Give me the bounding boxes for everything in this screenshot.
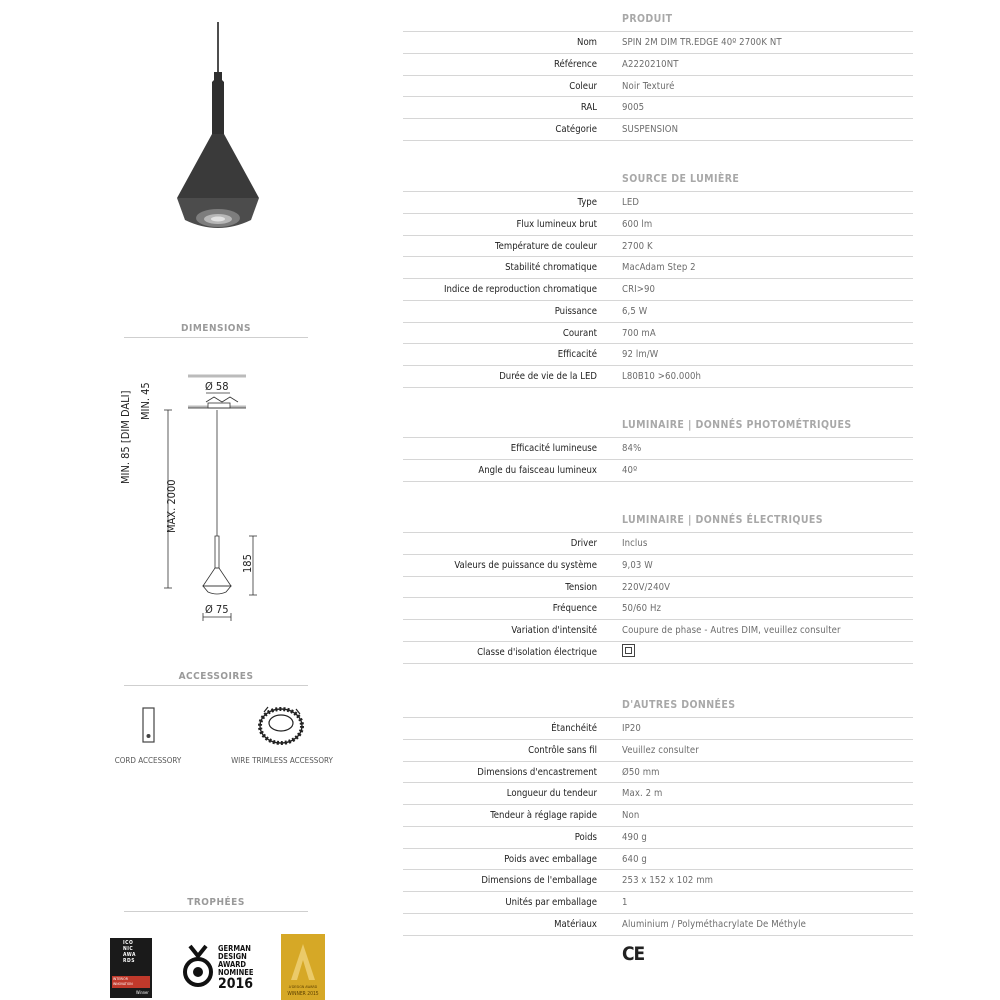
spec-value: Aluminium / Polyméthacrylate De Méthyle — [622, 918, 807, 930]
spec-label: Puissance — [554, 305, 597, 317]
spec-value: Non — [622, 810, 640, 821]
spec-label: Coleur — [569, 80, 597, 92]
german-design-award-icon — [181, 944, 215, 992]
spec-row — [403, 739, 913, 762]
spec-value: 700 mA — [622, 327, 656, 339]
spec-value: Veuillez consulter — [622, 744, 699, 756]
spec-value: Ø50 mm — [622, 766, 660, 778]
spec-row — [403, 96, 913, 119]
spec-value — [622, 642, 635, 663]
section-bottom-rule — [403, 663, 913, 664]
dimensions-rule — [124, 337, 308, 338]
spec-row — [403, 322, 913, 345]
dimension-drawing — [110, 360, 270, 625]
spec-value: 40º — [622, 464, 638, 476]
spec-value: 92 lm/W — [622, 349, 659, 361]
section-title: LUMINAIRE | DONNÉS PHOTOMÉTRIQUES — [622, 419, 852, 431]
spec-row — [403, 782, 913, 805]
product-image — [175, 22, 265, 237]
spec-row — [403, 365, 913, 388]
spec-value: MacAdam Step 2 — [622, 262, 696, 274]
spec-row — [403, 554, 913, 577]
trophies-title: TROPHÉES — [187, 897, 245, 908]
spec-row — [403, 761, 913, 784]
dim-min-85-dim-dali: MIN. 85 [DIM DALI] — [119, 390, 132, 484]
dim-height-185: 185 — [241, 554, 254, 573]
iconic-line-1: ICO — [123, 940, 134, 946]
iconic-line-3: AWA — [123, 952, 136, 958]
spec-row — [403, 913, 913, 936]
spec-label: Contrôle sans fil — [528, 744, 597, 756]
spec-label: Stabilité chromatique — [505, 262, 597, 274]
iconic-innovation: INNOVATION — [113, 981, 133, 986]
dim-min-45: MIN. 45 — [139, 382, 152, 420]
spec-label: Dimensions d'encastrement — [477, 766, 597, 778]
spec-row — [403, 191, 913, 214]
spec-label: Dimensions de l'emballage — [481, 875, 597, 887]
spec-value: IP20 — [622, 723, 641, 734]
trophies-rule — [124, 911, 308, 912]
german-design-award-text — [218, 945, 253, 992]
german-year: 2016 — [218, 976, 254, 992]
wire-trimless-accessory-icon[interactable] — [256, 703, 306, 749]
spec-value: L80B10 >60.000h — [622, 371, 702, 382]
wire-trimless-accessory-label: WIRE TRIMLESS ACCESSORY — [231, 756, 333, 765]
spec-row — [403, 848, 913, 871]
spec-label: Efficacité — [557, 349, 597, 361]
spec-label: Tension — [565, 581, 597, 593]
spec-row — [403, 343, 913, 366]
spec-value: 1 — [622, 897, 628, 908]
spec-label: RAL — [580, 102, 597, 114]
spec-row — [403, 826, 913, 849]
spec-row — [403, 300, 913, 323]
spec-value: Noir Texturé — [622, 80, 675, 92]
spec-label: Valeurs de puissance du système — [454, 559, 597, 571]
spec-value: 2700 K — [622, 240, 653, 252]
spec-value: Max. 2 m — [622, 788, 663, 800]
spec-row — [403, 891, 913, 914]
spec-row — [403, 235, 913, 258]
section-bottom-rule — [403, 387, 913, 388]
spec-label: Référence — [554, 58, 597, 70]
german-line-1: GERMAN — [218, 944, 251, 953]
spec-value: 9,03 W — [622, 559, 653, 571]
spec-row — [403, 75, 913, 98]
section-title: PRODUIT — [622, 13, 673, 25]
spec-row — [403, 437, 913, 460]
iconic-line-4: RDS — [123, 958, 135, 964]
german-line-4: NOMINEE — [218, 968, 254, 977]
spec-label: Angle du faisceau lumineux — [478, 464, 597, 476]
spec-label: Longueur du tendeur — [506, 788, 597, 800]
spec-label: Variation d'intensité — [511, 625, 597, 636]
spec-value: 6,5 W — [622, 305, 648, 317]
section-bottom-rule — [403, 481, 913, 482]
spec-row — [403, 619, 913, 642]
section-title: D'AUTRES DONNÉES — [622, 699, 736, 711]
spec-label: Unités par emballage — [505, 897, 597, 908]
section-title: LUMINAIRE | DONNÉS ÉLECTRIQUES — [622, 514, 823, 526]
german-line-2: DESIGN — [218, 952, 247, 961]
section-bottom-rule — [403, 140, 913, 141]
spec-value: A2220210NT — [622, 58, 679, 70]
adesign-a-icon — [289, 942, 317, 982]
spec-label: Courant — [562, 327, 597, 339]
spec-value: 640 g — [622, 853, 647, 865]
adesign-award-logo — [281, 934, 325, 1000]
spec-row — [403, 717, 913, 740]
spec-label: Température de couleur — [495, 240, 597, 252]
spec-value: 50/60 Hz — [622, 603, 662, 615]
spec-row — [403, 459, 913, 482]
german-line-3: AWARD — [218, 960, 247, 969]
class-ii-icon — [622, 644, 635, 657]
spec-label: Durée de vie de la LED — [499, 371, 597, 382]
spec-value: Coupure de phase - Autres DIM, veuillez consulter — [622, 625, 841, 636]
spec-row — [403, 213, 913, 236]
spec-value: SUSPENSION — [622, 124, 679, 135]
section-title: SOURCE DE LUMIÈRE — [622, 173, 740, 185]
spec-label: Matériaux — [554, 918, 597, 930]
spec-label: Classe d'isolation électrique — [477, 646, 597, 658]
dim-max-2000: MAX. 2000 — [165, 479, 178, 533]
spec-label: Nom — [577, 37, 597, 48]
spec-row — [403, 576, 913, 599]
spec-row — [403, 31, 913, 54]
spec-label: Poids — [574, 831, 597, 843]
spec-row — [403, 641, 913, 664]
spec-row — [403, 597, 913, 620]
spec-row — [403, 256, 913, 279]
spec-row — [403, 804, 913, 827]
spec-label: Efficacité lumineuse — [510, 443, 597, 454]
dimensions-title: DIMENSIONS — [181, 323, 251, 334]
spec-label: Driver — [570, 538, 597, 549]
spec-label: Tendeur à réglage rapide — [490, 810, 597, 821]
spec-label: Fréquence — [552, 603, 597, 615]
iconic-line-2: NIC — [123, 946, 134, 952]
dim-diameter-bottom: Ø 75 — [205, 603, 229, 616]
cord-accessory-label: CORD ACCESSORY — [114, 756, 182, 765]
spec-label: Flux lumineux brut — [516, 218, 597, 230]
dim-diameter-top: Ø 58 — [205, 380, 229, 393]
spec-label: Catégorie — [555, 124, 597, 135]
ce-mark: CE — [622, 943, 645, 965]
spec-value: Inclus — [622, 538, 648, 549]
adesign-winner: WINNER 2015 — [287, 991, 319, 997]
spec-value: 9005 — [622, 102, 645, 114]
spec-row — [403, 869, 913, 892]
spec-value: 84% — [622, 443, 642, 454]
cord-accessory-icon[interactable] — [138, 705, 160, 745]
spec-label: Poids avec emballage — [504, 853, 597, 865]
spec-row — [403, 532, 913, 555]
spec-value: 490 g — [622, 831, 647, 843]
spec-value: LED — [622, 197, 640, 208]
spec-row — [403, 53, 913, 76]
spec-value: 253 x 152 x 102 mm — [622, 875, 714, 887]
spec-label: Type — [577, 197, 597, 208]
spec-value: 600 lm — [622, 218, 653, 230]
accessories-title: ACCESSOIRES — [178, 671, 254, 682]
spec-value: SPIN 2M DIM TR.EDGE 40º 2700K NT — [622, 37, 782, 48]
spec-row — [403, 118, 913, 141]
section-bottom-rule — [403, 935, 913, 936]
spec-label: Indice de reproduction chromatique — [443, 284, 597, 295]
adesign-title: A'DESIGN AWARD — [288, 985, 318, 989]
spec-value: CRI>90 — [622, 284, 656, 295]
spec-label: Étanchéité — [551, 723, 597, 734]
accessories-rule — [124, 685, 308, 686]
iconic-winner: Winner — [136, 990, 149, 995]
spec-value: 220V/240V — [622, 581, 671, 593]
iconic-interior: INTERIOR — [113, 977, 128, 981]
iconic-awards-logo — [110, 938, 152, 998]
spec-row — [403, 278, 913, 301]
